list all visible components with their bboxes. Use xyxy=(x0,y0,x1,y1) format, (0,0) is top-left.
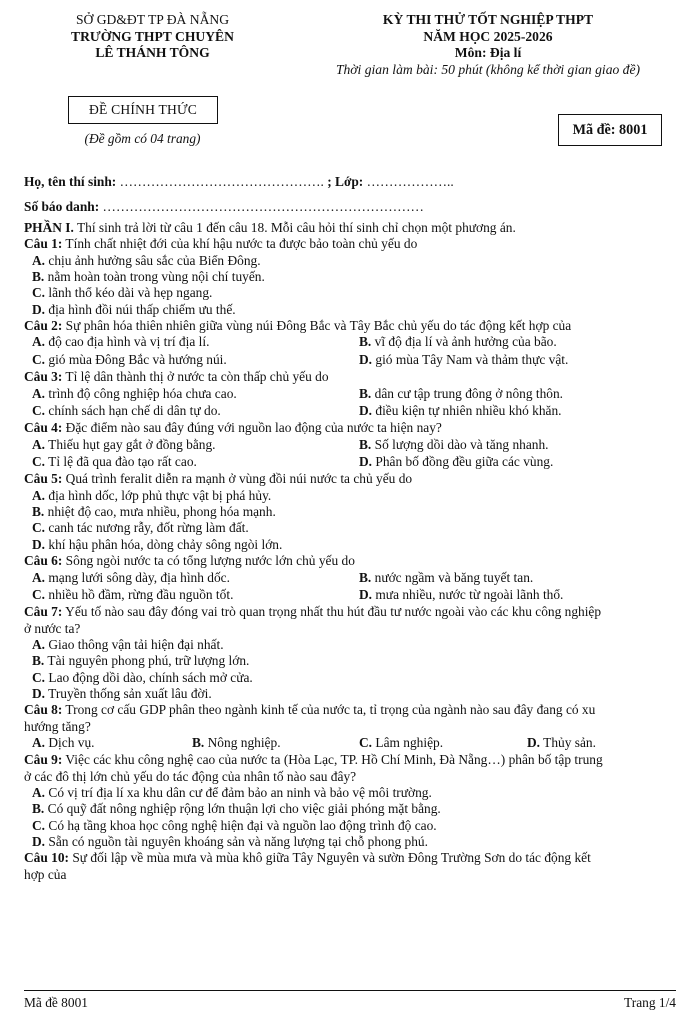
option-text: Thủy sản. xyxy=(543,735,596,751)
option-letter: A. xyxy=(32,785,46,801)
question-number: Câu 4: xyxy=(24,420,63,436)
question-number: Câu 7: xyxy=(24,604,63,620)
candidate-info xyxy=(24,174,684,224)
question-2 xyxy=(24,318,686,334)
option-text: gió mùa Tây Nam và thảm thực vật. xyxy=(375,351,569,367)
option-text: Sẵn có nguồn tài nguyên khoáng sản và năng lượng tại chỗ phong phú. xyxy=(48,834,428,850)
option-a xyxy=(24,253,686,269)
option-a xyxy=(32,334,209,350)
option-text: nước ngầm và băng tuyết tan. xyxy=(374,569,534,585)
option-text: lãnh thổ kéo dài và hẹp ngang. xyxy=(48,285,213,301)
option-d xyxy=(359,403,562,419)
option-text: chính sách hạn chế di dân tự do. xyxy=(48,402,221,418)
option-text: trình độ công nghiệp hóa chưa cao. xyxy=(48,385,237,401)
option-text: Số lượng dồi dào và tăng nhanh. xyxy=(374,436,549,452)
question-text-continued: hướng tăng? xyxy=(24,718,91,734)
question-number: Câu 10: xyxy=(24,850,70,866)
option-letter: A. xyxy=(32,252,46,268)
question-number: Câu 1: xyxy=(24,236,63,252)
option-letter: C. xyxy=(359,735,373,751)
option-c xyxy=(32,587,233,603)
option-text: nhiều hồ đầm, rừng đầu nguồn tốt. xyxy=(48,586,234,602)
option-text: gió mùa Đông Bắc và hướng núi. xyxy=(48,351,227,367)
option-text: mưa nhiều, nước từ ngoài lãnh thổ. xyxy=(375,586,564,602)
question-text: Sự phân hóa thiên nhiên giữa vùng núi Đông Bắc và Tây Bắc chủ yếu do tác động kết hợp của xyxy=(62,318,572,334)
question-text: Tính chất nhiệt đới của khí hậu nước ta được bảo toàn chủ yếu do xyxy=(62,236,418,252)
question-text: Sự đối lập về mùa mưa và mùa khô giữa Tây Nguyên và sườn Đông Trường Sơn do tác động kết xyxy=(69,850,591,866)
option-letter: D. xyxy=(32,834,46,850)
question-list xyxy=(24,220,686,883)
option-row xyxy=(24,352,686,369)
option-d xyxy=(24,302,686,318)
option-letter: B. xyxy=(32,269,45,285)
official-exam-box: ĐỀ CHÍNH THỨC xyxy=(68,96,218,124)
option-a xyxy=(32,570,230,586)
option-d xyxy=(359,454,553,470)
name-label: Họ, tên thí sinh: xyxy=(24,174,117,189)
option-row xyxy=(24,403,686,420)
question-text-continued: ở nước ta? xyxy=(24,620,81,636)
option-letter: D. xyxy=(359,454,373,470)
question-text: Trong cơ cấu GDP phân theo ngành kinh tế của nước ta, tỉ trọng của ngành nào sau đây đang có xu xyxy=(62,702,596,718)
option-d xyxy=(527,735,596,751)
exam-header xyxy=(288,12,688,78)
footer-exam-code: Mã đề 8001 xyxy=(24,995,88,1010)
class-label: ; Lớp: xyxy=(327,174,364,189)
option-c xyxy=(24,285,686,301)
option-a xyxy=(32,735,95,751)
option-b xyxy=(24,653,686,669)
option-text: Tài nguyên phong phú, trữ lượng lớn. xyxy=(47,653,250,669)
option-text: dân cư tập trung đông ở nông thôn. xyxy=(374,385,564,401)
option-b xyxy=(359,386,563,402)
option-letter: C. xyxy=(32,520,46,536)
option-text: Truyền thống sản xuất lâu đời. xyxy=(48,686,212,701)
option-c xyxy=(32,454,197,470)
option-b xyxy=(359,334,557,350)
option-text: Thiếu hụt gay gắt ở đồng bằng. xyxy=(48,436,216,452)
option-text: Nông nghiệp. xyxy=(207,735,281,751)
question-text: Quá trình feralit diễn ra mạnh ở vùng đồi núi nước ta chủ yếu do xyxy=(62,471,413,487)
option-b xyxy=(24,801,686,817)
option-text: độ cao địa hình và vị trí địa lí. xyxy=(48,334,210,350)
option-letter: C. xyxy=(32,351,46,367)
option-letter: A. xyxy=(32,636,46,652)
option-d xyxy=(24,686,686,702)
option-letter: B. xyxy=(192,735,205,751)
question-text-continued: hợp của xyxy=(24,866,67,882)
option-letter: A. xyxy=(32,334,46,350)
candidate-name-row xyxy=(24,174,684,199)
option-letter: B. xyxy=(359,385,372,401)
question-text: Tỉ lệ dân thành thị ở nước ta còn thấp chủ yếu do xyxy=(62,369,329,385)
option-letter: B. xyxy=(32,801,45,817)
question-7 xyxy=(24,604,686,620)
option-b xyxy=(24,269,686,285)
option-row xyxy=(24,386,686,403)
option-a xyxy=(32,437,216,453)
option-row xyxy=(24,437,686,454)
school-name-line-1: TRƯỜNG THPT CHUYÊN xyxy=(71,28,234,44)
question-4 xyxy=(24,420,686,436)
option-letter: A. xyxy=(32,569,46,585)
question-number: Câu 5: xyxy=(24,471,63,487)
option-letter: A. xyxy=(32,436,46,452)
option-letter: C. xyxy=(32,669,46,685)
department-name: SỞ GD&ĐT TP ĐÀ NẴNG xyxy=(75,12,230,27)
option-letter: D. xyxy=(32,301,46,317)
question-5 xyxy=(24,471,686,487)
option-text: chịu ảnh hưởng sâu sắc của Biển Đông. xyxy=(48,252,261,268)
option-row xyxy=(24,735,686,752)
question-text: Yếu tố nào sau đây đóng vai trò quan trọng nhất thu hút đầu tư nước ngoài vào các khu công nghiệp xyxy=(62,604,602,620)
part-title: PHẦN I. xyxy=(24,220,74,235)
option-row xyxy=(24,570,686,587)
option-letter: D. xyxy=(359,402,373,418)
question-8 xyxy=(24,702,686,718)
exam-code-box: Mã đề: 8001 xyxy=(558,114,662,146)
option-letter: A. xyxy=(32,735,46,751)
option-c xyxy=(359,735,443,751)
option-text: địa hình dốc, lớp phủ thực vật bị phá hủy. xyxy=(48,487,272,503)
option-text: nằm hoàn toàn trong vùng nội chí tuyến. xyxy=(47,269,265,285)
option-letter: D. xyxy=(359,351,373,367)
option-b xyxy=(359,437,549,453)
option-d xyxy=(24,834,686,850)
option-c xyxy=(32,352,227,368)
question-number: Câu 2: xyxy=(24,318,63,334)
option-a xyxy=(32,386,237,402)
option-text: khí hậu phân hóa, dòng chảy sông ngòi lớn. xyxy=(48,536,283,552)
option-letter: B. xyxy=(359,436,372,452)
option-c xyxy=(24,818,686,834)
option-c xyxy=(24,520,686,536)
name-blank: ………………………………………. xyxy=(119,174,324,189)
candidate-number-label: Số báo danh: xyxy=(24,199,100,214)
footer-divider xyxy=(24,990,676,991)
option-text: canh tác nương rẫy, đốt rừng làm đất. xyxy=(48,520,249,536)
subject: Môn: Địa lí xyxy=(454,45,522,61)
question-3 xyxy=(24,369,686,385)
question-number: Câu 6: xyxy=(24,553,63,569)
question-10 xyxy=(24,850,686,866)
time-note: Thời gian làm bài: 50 phút (không kể thời gian giao đề) xyxy=(335,61,641,77)
candidate-number-blank: ……………………………………………………………… xyxy=(102,199,424,214)
option-row xyxy=(24,454,686,471)
option-b xyxy=(24,504,686,520)
option-a xyxy=(24,785,686,801)
option-letter: C. xyxy=(32,586,46,602)
option-text: nhiệt độ cao, mưa nhiều, phong hóa mạnh. xyxy=(47,504,276,520)
school-year: NĂM HỌC 2025-2026 xyxy=(423,28,553,44)
question-text-continued: ở các đô thị lớn chủ yếu do tác động của nhân tố nào sau đây? xyxy=(24,768,357,784)
option-text: Lâm nghiệp. xyxy=(375,735,444,751)
option-letter: D. xyxy=(32,536,46,552)
option-letter: C. xyxy=(32,817,46,833)
question-text: Việc các khu công nghệ cao của nước ta (Hòa Lạc, TP. Hồ Chí Minh, Đà Nẵng…) phân bố tập trung xyxy=(62,752,603,768)
option-text: Có vị trí địa lí xa khu dân cư để đảm bảo an ninh và bảo vệ môi trường. xyxy=(48,785,432,801)
part-text: Thí sinh trả lời từ câu 1 đến câu 18. Mỗi câu hỏi thí sinh chỉ chọn một phương án. xyxy=(73,220,516,235)
question-6 xyxy=(24,553,686,569)
option-a xyxy=(24,488,686,504)
school-header xyxy=(40,12,265,62)
option-letter: B. xyxy=(32,504,45,520)
school-name-line-2: LÊ THÁNH TÔNG xyxy=(95,45,210,61)
option-text: Dịch vụ. xyxy=(48,735,95,751)
option-a xyxy=(24,637,686,653)
page-count-note: (Đề gồm có 04 trang) xyxy=(84,131,201,146)
option-row xyxy=(24,587,686,604)
option-text: Tỉ lệ đã qua đào tạo rất cao. xyxy=(48,454,197,470)
option-b xyxy=(192,735,281,751)
option-text: vĩ độ địa lí và ảnh hưởng của bão. xyxy=(374,334,557,350)
option-d xyxy=(24,537,686,553)
option-letter: A. xyxy=(32,385,46,401)
option-letter: D. xyxy=(359,586,373,602)
option-letter: B. xyxy=(359,569,372,585)
option-text: Có hạ tầng khoa học công nghệ hiện đại và nguồn lao động trình độ cao. xyxy=(48,817,437,833)
option-text: Giao thông vận tải hiện đại nhất. xyxy=(48,636,224,652)
option-text: điều kiện tự nhiên nhiều khó khăn. xyxy=(375,402,562,418)
option-c xyxy=(24,670,686,686)
option-letter: C. xyxy=(32,454,46,470)
option-text: Phân bố đồng đều giữa các vùng. xyxy=(375,454,554,470)
question-number: Câu 3: xyxy=(24,369,63,385)
question-9 xyxy=(24,752,686,768)
question-1 xyxy=(24,236,686,252)
option-letter: C. xyxy=(32,402,46,418)
option-letter: C. xyxy=(32,285,46,301)
exam-title: KỲ THI THỬ TỐT NGHIỆP THPT xyxy=(382,12,594,27)
class-blank: ……………….. xyxy=(366,174,454,189)
option-letter: D. xyxy=(32,686,46,701)
option-text: Lao động dồi dào, chính sách mở cửa. xyxy=(48,669,253,685)
question-number: Câu 8: xyxy=(24,702,63,718)
option-d xyxy=(359,587,563,603)
option-letter: B. xyxy=(359,334,372,350)
option-c xyxy=(32,403,221,419)
question-text: Đặc điểm nào sau đây đúng với nguồn lao động của nước ta hiện nay? xyxy=(62,420,442,436)
option-b xyxy=(359,570,533,586)
question-text: Sông ngòi nước ta có tổng lượng nước lớn chủ yếu do xyxy=(62,553,355,569)
question-number: Câu 9: xyxy=(24,752,63,768)
footer-page-number: Trang 1/4 xyxy=(624,995,676,1010)
option-text: Có quỹ đất nông nghiệp rộng lớn thuận lợi cho việc giải phóng mặt bằng. xyxy=(47,801,441,817)
option-text: mạng lưới sông dày, địa hình dốc. xyxy=(48,569,230,585)
option-letter: B. xyxy=(32,653,45,669)
option-text: địa hình đồi núi thấp chiếm ưu thế. xyxy=(48,301,236,317)
option-letter: A. xyxy=(32,487,46,503)
option-row xyxy=(24,334,686,351)
option-letter: D. xyxy=(527,735,541,751)
part-instruction xyxy=(24,220,686,236)
option-d xyxy=(359,352,568,368)
